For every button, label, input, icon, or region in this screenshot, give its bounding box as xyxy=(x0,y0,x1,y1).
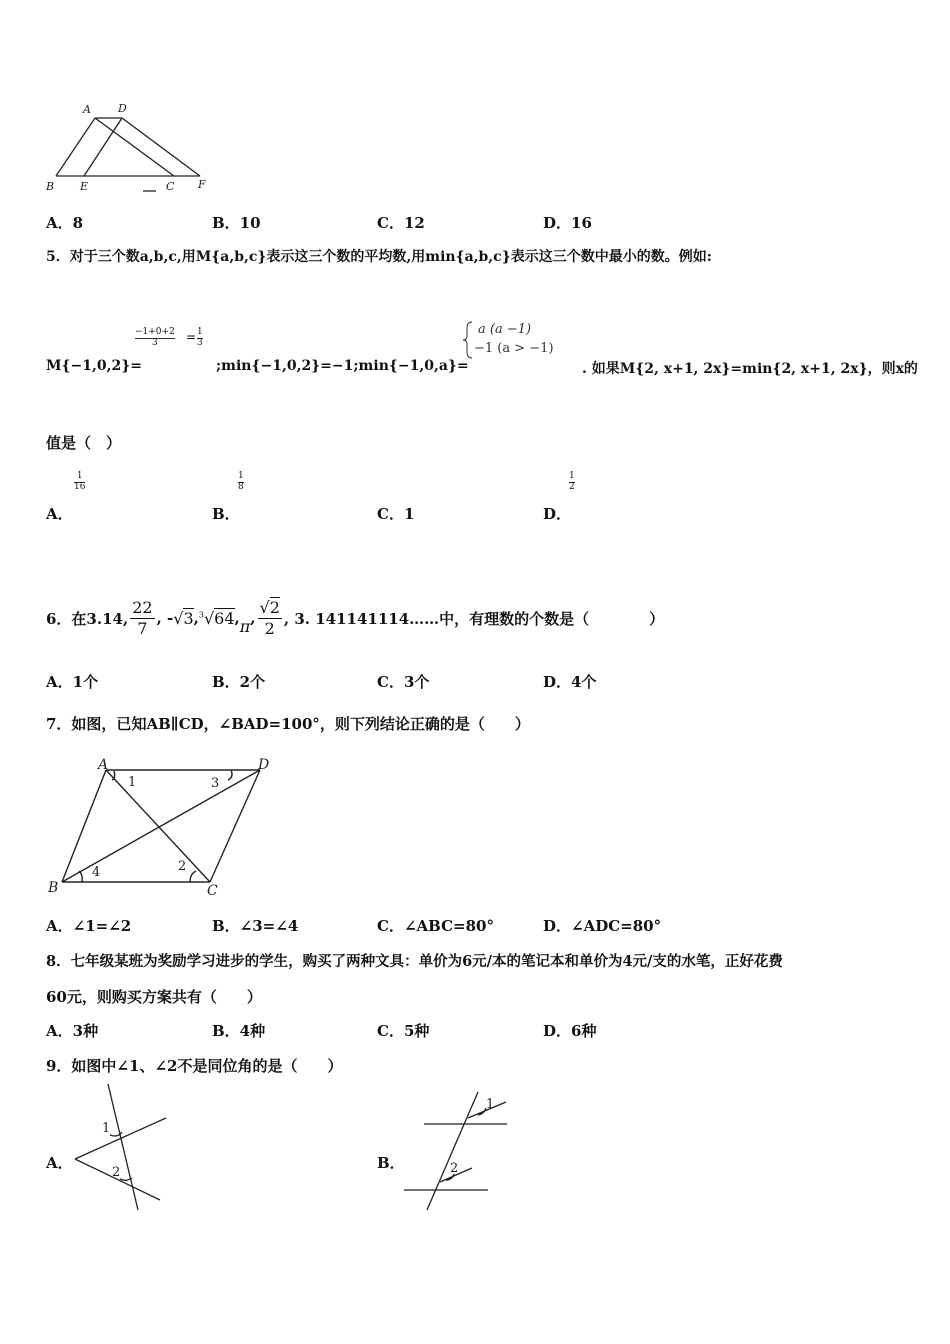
label-F: F xyxy=(198,178,206,191)
q6-sep2: , xyxy=(193,609,199,627)
q5-result-num: 1 xyxy=(197,327,203,337)
q4-option-a[interactable]: A．8 xyxy=(46,214,84,232)
label-A: A xyxy=(83,103,91,116)
q9-stem: 9．如图中∠1、∠2不是同位角的是（ ） xyxy=(46,1057,343,1075)
q8-stem-line2: 60元，则购买方案共有（ ） xyxy=(46,988,262,1006)
label-C: C xyxy=(166,180,175,193)
q6-sqrt3-val: 3 xyxy=(183,608,194,628)
q6-option-c[interactable]: C．3个 xyxy=(377,673,430,691)
q6-sep3: , xyxy=(234,609,240,627)
q9-figure-b xyxy=(400,1088,515,1213)
q8-option-a[interactable]: A．3种 xyxy=(46,1022,99,1040)
q6-tail: , 3. 141141114……中，有理数的个数是（ ） xyxy=(283,609,665,628)
q6-cbrt-val: 64 xyxy=(214,608,235,628)
q5-mean-den: 3 xyxy=(135,338,175,349)
q6-cbrt: $^3$√64 xyxy=(198,608,235,628)
q6-cbrt-index: 3 xyxy=(198,610,204,620)
q5-min-text: ;min{−1,0,2}=−1;min{−1,0,a}= xyxy=(216,358,469,374)
q5-stem-line1: 5．对于三个数a,b,c,用M{a,b,c}表示这三个数的平均数,用min{a,b,c}表示这三个数中最小的数。例如: xyxy=(46,249,712,265)
q6-option-d[interactable]: D．4个 xyxy=(543,673,597,691)
q4-option-b[interactable]: B．10 xyxy=(212,214,261,232)
q9-a-angle-1: 1 xyxy=(102,1121,111,1136)
q4-option-c[interactable]: C．12 xyxy=(377,214,425,232)
q7-option-c[interactable]: C．∠ABC=80° xyxy=(377,917,494,935)
q5-a-num: 1 xyxy=(76,471,83,481)
q6-f2-num-root: 2 xyxy=(269,598,280,618)
q8-option-b[interactable]: B．4种 xyxy=(212,1022,266,1040)
q7-figure xyxy=(40,752,280,902)
q4-option-d[interactable]: D．16 xyxy=(543,214,592,232)
q6-sep1: , - xyxy=(156,609,174,627)
q6-pi: π xyxy=(239,616,251,636)
q9-figure-a xyxy=(70,1082,180,1217)
q7-angle-3: 3 xyxy=(211,776,220,791)
q7-option-a[interactable]: A．∠1=∠2 xyxy=(46,917,132,935)
q6-f1-num: 22 xyxy=(132,598,153,618)
q5-d-num: 1 xyxy=(569,471,575,481)
q5-a-den: 16 xyxy=(74,481,86,492)
q7-label-D: D xyxy=(258,757,270,773)
label-D: D xyxy=(118,102,127,115)
q8-option-c[interactable]: C．5种 xyxy=(377,1022,430,1040)
q5-mean-num: −1+0+2 xyxy=(135,327,175,337)
q5-option-c[interactable]: C．1 xyxy=(377,505,415,523)
q5-stem-line3: 值是（ ） xyxy=(46,434,122,452)
q9-option-b[interactable]: B． xyxy=(377,1154,405,1172)
q6-option-b[interactable]: B．2个 xyxy=(212,673,266,691)
q5-d-den: 2 xyxy=(569,481,575,492)
q6-fraction-22-7 xyxy=(130,598,154,637)
q7-angle-2: 2 xyxy=(178,859,187,874)
q5-tail: . 如果M{2, x+1, 2x}=min{2, x+1, 2x}，则x的 xyxy=(582,361,918,377)
q5-result-den: 3 xyxy=(197,337,203,348)
q7-label-A: A xyxy=(98,757,109,773)
q5-piece-2: −1 (a > −1) xyxy=(474,341,554,356)
q7-option-b[interactable]: B．∠3=∠4 xyxy=(212,917,299,935)
q7-option-d[interactable]: D．∠ADC=80° xyxy=(543,917,662,935)
q6-sep4: , xyxy=(250,609,256,627)
q5-option-a[interactable]: A． xyxy=(46,505,73,523)
label-B: B xyxy=(46,180,55,193)
q5-option-b[interactable]: B． xyxy=(212,505,240,523)
q5-m-prefix-text: M{−1,0,2}= xyxy=(46,358,142,374)
q7-label-C: C xyxy=(207,883,218,899)
q6-fraction-sqrt2-2 xyxy=(258,598,282,637)
q5-m-prefix xyxy=(46,358,142,374)
q6-option-a[interactable]: A．1个 xyxy=(46,673,99,691)
q7-angle-1: 1 xyxy=(128,775,137,790)
q6-f2-den: 2 xyxy=(264,618,275,638)
q7-label-B: B xyxy=(48,880,59,896)
q5-option-b-fraction xyxy=(238,472,244,493)
q8-option-d[interactable]: D．6种 xyxy=(543,1022,597,1040)
q6-prefix: 6．在3.14, xyxy=(46,609,129,628)
q6-sqrt3: √3 xyxy=(173,608,194,628)
q5-option-a-fraction xyxy=(74,472,85,493)
q5-option-d[interactable]: D． xyxy=(543,505,572,523)
q7-stem: 7．如图，已知AB∥CD，∠BAD=100°，则下列结论正确的是（ ） xyxy=(46,715,530,733)
q9-a-angle-2: 2 xyxy=(112,1165,121,1180)
q5-mean-fraction xyxy=(135,328,175,349)
q5-piecewise xyxy=(462,320,572,360)
q5-b-num: 1 xyxy=(238,471,244,481)
q9-b-angle-2: 2 xyxy=(450,1161,459,1176)
q6-f2-num: √2 xyxy=(259,598,280,618)
q4-figure xyxy=(40,98,220,198)
q5-piece-1: a (a −1) xyxy=(478,322,532,337)
q5-option-d-fraction xyxy=(569,472,575,493)
label-E: E xyxy=(80,180,89,193)
q7-angle-4: 4 xyxy=(92,865,101,880)
q5-b-den: 8 xyxy=(238,481,244,492)
q6-f1-den: 7 xyxy=(137,618,148,638)
q5-result-fraction xyxy=(197,328,203,349)
q6-stem xyxy=(46,588,664,648)
q9-option-a[interactable]: A． xyxy=(46,1154,73,1172)
q9-b-angle-1: 1 xyxy=(486,1097,495,1112)
q5-eq: = xyxy=(186,330,197,344)
q8-stem-line1: 8．七年级某班为奖励学习进步的学生，购买了两种文具：单价为6元/本的笔记本和单价为4元/支的水笔，正好花费 xyxy=(46,953,783,970)
